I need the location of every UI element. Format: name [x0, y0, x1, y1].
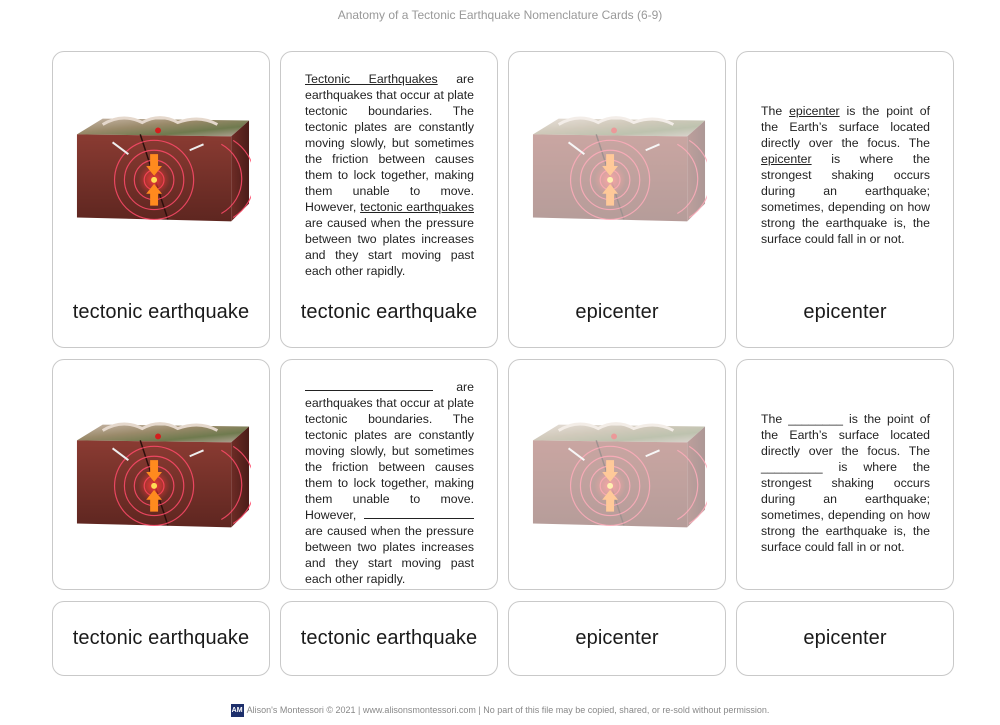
card-label: tectonic earthquake [72, 301, 250, 323]
card-label: tectonic earthquake [300, 627, 478, 649]
definition-term: epicenter [789, 104, 840, 118]
picture-label-card-tectonic [52, 51, 270, 348]
blank-line [364, 507, 474, 519]
earthquake-block-diagram-icon [529, 420, 707, 532]
blank-line: _________ [761, 460, 823, 474]
earthquake-block-diagram-icon [73, 114, 251, 226]
card-label: epicenter [803, 301, 887, 323]
footer-text: Alison's Montessori © 2021 | www.alisonsmontessori.com | No part of this file may be copied, shared, or re-sold without permission. [246, 704, 770, 715]
label-card-tectonic [52, 601, 270, 676]
earthquake-block-diagram-icon [529, 114, 707, 226]
definition-card-tectonic [280, 51, 498, 348]
picture-card-epicenter [508, 359, 726, 590]
montessori-logo-icon: AM [231, 704, 244, 717]
blank-line [305, 379, 433, 391]
card-label: tectonic earthquake [300, 301, 478, 323]
blank-line: ________ [788, 412, 843, 426]
picture-card-tectonic [52, 359, 270, 590]
definition-text: Tectonic Earthquakes are earthquakes that occur at plate tectonic boundaries. The tectonic plates are constantly moving slowly, but sometimes the friction between causes them to lock together, making them unable to move. However, tectonic earthquakes are caused when the pressure between two plates increases and they start moving past each other rapidly. [305, 72, 474, 278]
definition-blank-card-epicenter [736, 359, 954, 590]
label-card-epicenter [736, 601, 954, 676]
card-label: epicenter [575, 301, 659, 323]
definition-text: The ________ is the point of the Earth’s surface located directly over the focus. The _________ is where the strongest shaking occurs during an earthquake; sometimes, depending on how strong the earthquake is, the surface could fall in or not. [761, 412, 931, 554]
earthquake-block-diagram-icon [73, 420, 251, 532]
definition-text: are earthquakes that occur at plate tectonic boundaries. The tectonic plates are constantly moving slowly, but sometimes the friction between causes them to lock together, making them unable to move. However, are caused when the pressure between two plates increases and they start moving past each other rapidly. [305, 380, 474, 586]
definition-term: epicenter [761, 152, 812, 166]
page-title: Anatomy of a Tectonic Earthquake Nomenclature Cards (6-9) [337, 8, 663, 22]
card-label: tectonic earthquake [72, 627, 250, 649]
definition-blank-card-tectonic [280, 359, 498, 590]
definition-text: The epicenter is the point of the Earth’s surface located directly over the focus. The epicenter is where the strongest shaking occurs during an earthquake; sometimes, depending on how strong the earthquake is, the surface could fall in or not. [761, 104, 931, 246]
card-label: epicenter [575, 627, 659, 649]
picture-label-card-epicenter [508, 51, 726, 348]
label-card-tectonic [280, 601, 498, 676]
card-label: epicenter [803, 627, 887, 649]
definition-term: tectonic earthquakes [360, 200, 474, 214]
label-card-epicenter [508, 601, 726, 676]
definition-card-epicenter [736, 51, 954, 348]
footer [0, 704, 1000, 717]
definition-term: Tectonic Earthquakes [305, 72, 438, 86]
